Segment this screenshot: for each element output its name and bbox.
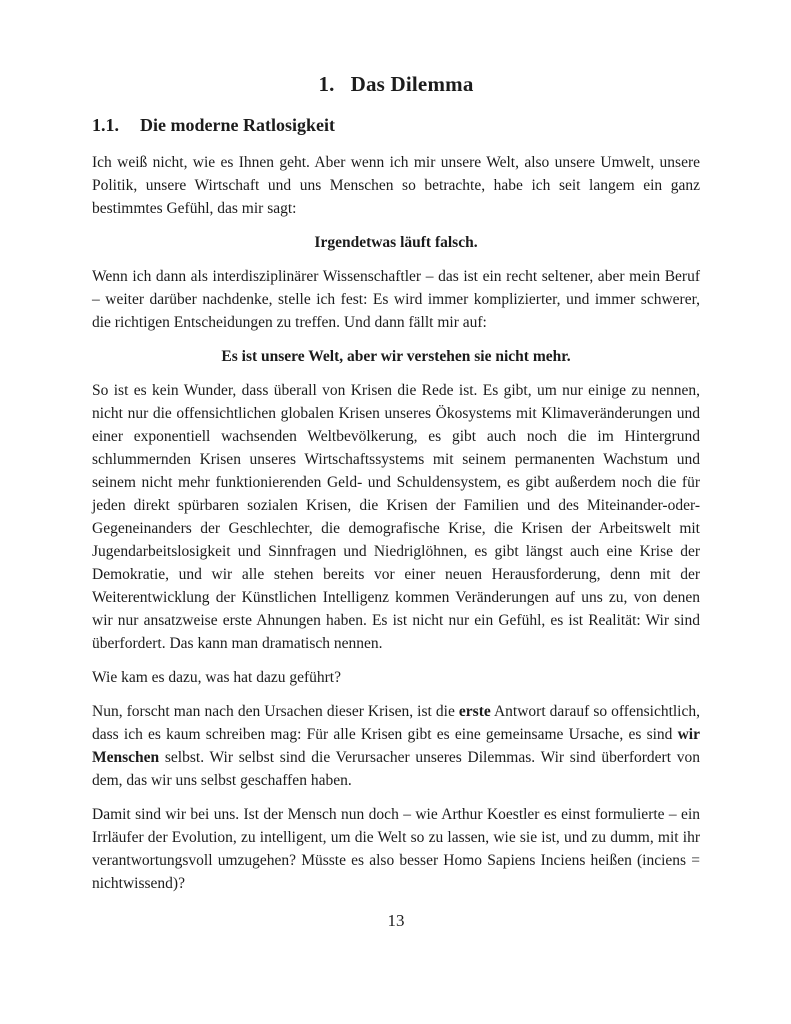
section-number: 1.1. bbox=[92, 115, 119, 135]
paragraph-crises: So ist es kein Wunder, dass überall von Krisen die Rede ist. Es gibt, um nur einige zu nennen, nicht nur die offensichtlichen globalen Krisen unseres Ökosystems mit Klimaveränderungen und einer exponentiell wachsenden Weltbevölkerung, es gibt auch noch die im Hintergrund schlummernden Krisen unseres Wirtschaftssystems mit seinem permanenten Wachstum und seinem nicht mehr funktionierenden Geld- und Schuldensystem, es gibt außerdem noch die für jeden direkt spürbaren sozialen Krisen, die Krisen der Familien und des Miteinander-oder-Gegeneinanders der Geschlechter, die demografische Krise, die Krisen der Arbeitswelt mit Jugendarbeitslosigkeit und Sinnfragen und Niedriglöhnen, es gibt längst auch eine Krise der Demokratie, und wir alle stehen bereits vor einer neuen Herausforderung, denn mit der Weiterentwicklung der Künstlichen Intelligenz kommen Veränderungen auf uns zu, von denen wir nur ansatzweise erste Ahnungen haben. Es ist nicht nur ein Gefühl, es ist Realität: Wir sind überfordert. Das kann man dramatisch nennen. bbox=[92, 382, 700, 652]
section-heading bbox=[92, 113, 700, 137]
emphasis-line-2: Es ist unsere Welt, aber wir verstehen sie nicht mehr. bbox=[221, 348, 571, 365]
paragraph-koestler: Damit sind wir bei uns. Ist der Mensch nun doch – wie Arthur Koestler es einst formulierte – ein Irrläufer der Evolution, zu intelligent, um die Welt so zu lassen, wie sie ist, und zu dumm, mit ihr verantwortungsvoll umzugehen? Müsste es also besser Homo Sapiens Inciens heißen (inciens = nichtwissend)? bbox=[92, 806, 700, 892]
emphasis-line-1: Irgendetwas läuft falsch. bbox=[314, 234, 478, 251]
paragraph-question: Wie kam es dazu, was hat dazu geführt? bbox=[92, 669, 341, 686]
paragraph-intro: Ich weiß nicht, wie es Ihnen geht. Aber wenn ich mir unsere Welt, also unsere Umwelt, unsere Politik, unsere Wirtschaft und uns Menschen so betrachte, habe ich seit langem ein ganz bestimmtes Gefühl, das mir sagt: bbox=[92, 154, 700, 217]
page-number: 13 bbox=[387, 911, 405, 930]
paragraph-cause: Nun, forscht man nach den Ursachen dieser Krisen, ist die erste Antwort darauf so offensichtlich, dass ich es kaum schreiben mag: Für alle Krisen gibt es eine gemeinsame Ursache, es sind wir Menschen selbst. Wir selbst sind die Verursacher unseres Dilemmas. Wir sind überfordert von dem, das wir uns selbst geschaffen haben. bbox=[92, 703, 700, 789]
section-title-text: Die moderne Ratlosigkeit bbox=[140, 115, 335, 135]
chapter-title bbox=[92, 71, 700, 97]
paragraph-scientist: Wenn ich dann als interdisziplinärer Wissenschaftler – das ist ein recht seltener, aber mein Beruf – weiter darüber nachdenke, stelle ich fest: Es wird immer komplizierter, und immer schwerer, die richtigen Entscheidungen zu treffen. Und dann fällt mir auf: bbox=[92, 268, 700, 331]
chapter-title-text: Das Dilemma bbox=[350, 72, 474, 96]
chapter-number: 1. bbox=[318, 72, 335, 96]
